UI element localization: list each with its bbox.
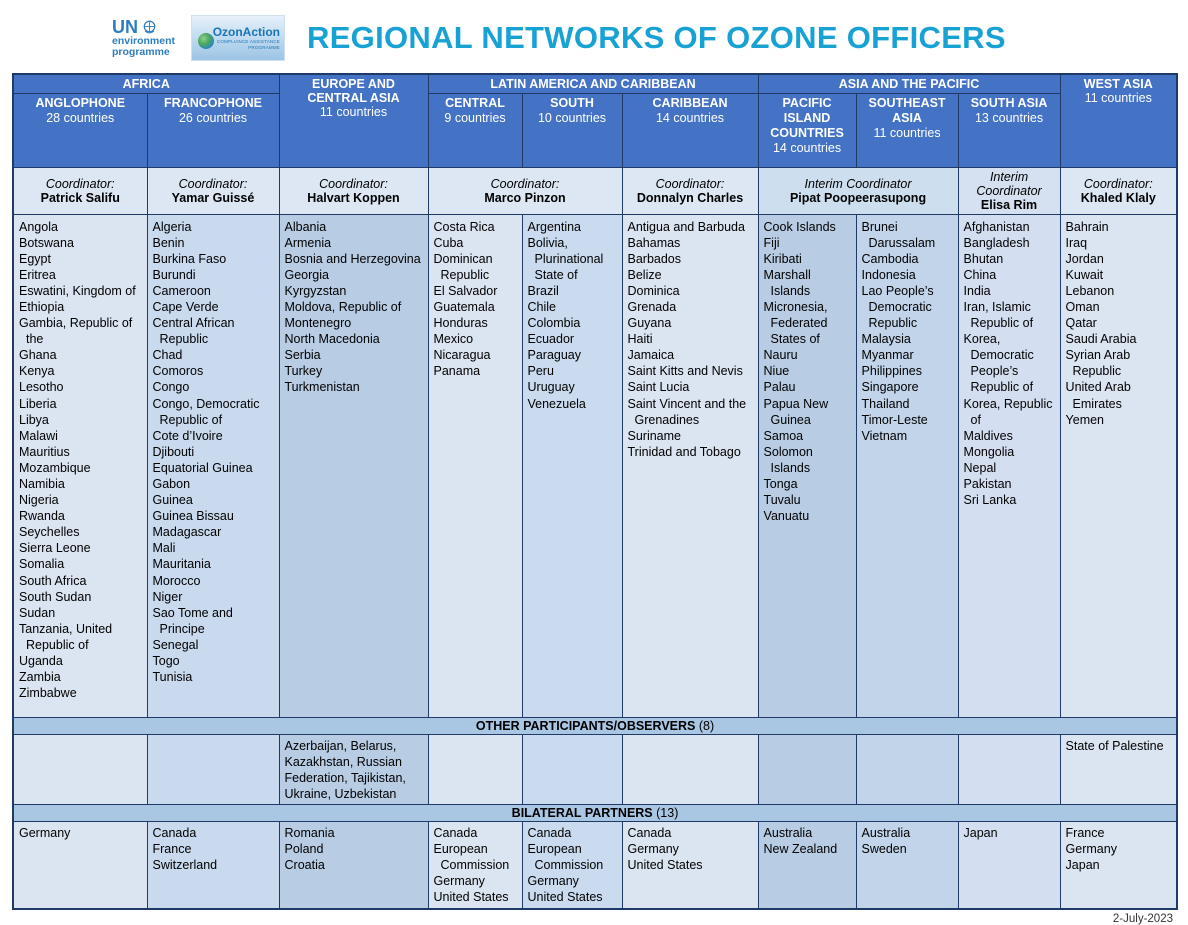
list-item: El Salvador (433, 283, 498, 298)
list-item: Singapore (861, 380, 919, 395)
list-item: Bhutan (963, 251, 1004, 266)
list-item: Germany (627, 841, 679, 856)
list-item: Australia (763, 825, 813, 840)
list-item: Venezuela (527, 396, 586, 411)
list-item: Haiti (627, 332, 653, 347)
list-item: Serbia (284, 348, 321, 363)
list-item: Namibia (19, 477, 65, 491)
list-item: Bosnia and Herzegovina (284, 251, 421, 266)
list-item: Bahamas (627, 235, 681, 250)
observers-south-asia (958, 734, 1060, 804)
list-item: Japan (963, 825, 998, 840)
observers-band-count: (8) (698, 718, 715, 733)
list-item: Australia (861, 825, 911, 840)
list-item: Ghana (19, 348, 57, 363)
list-item: Saudi Arabia (1065, 332, 1137, 347)
page-title: REGIONAL NETWORKS OF OZONE OFFICERS (307, 20, 1006, 55)
network-header-row (13, 93, 1177, 167)
list-item: United States (627, 857, 703, 872)
list-item: Brazil (527, 283, 559, 298)
list-item: Canada (627, 825, 672, 840)
list-item: Indonesia (861, 267, 916, 282)
region-europe-central-asia (279, 74, 428, 167)
list-item: Saint Vincent and the Grenadines (627, 396, 747, 427)
region-eca-label: EUROPE AND CENTRAL ASIA (307, 77, 400, 105)
observers-francophone (147, 734, 279, 804)
list-item: Germany (527, 874, 579, 889)
network-caribbean: CARIBBEAN 14 countries (622, 93, 758, 167)
list-item: Dominica (627, 283, 680, 298)
list-item: Morocco (152, 573, 201, 588)
list-item: Costa Rica (433, 219, 495, 234)
list-item: Turkey (284, 364, 323, 379)
list-item: Qatar (1065, 316, 1097, 331)
countries-south (522, 214, 622, 717)
region-header-row (13, 74, 1177, 93)
list-item: Cameroon (152, 283, 211, 298)
list-item: Djibouti (152, 444, 195, 459)
list-item: Georgia (284, 267, 329, 282)
list-item: Thailand (861, 396, 910, 411)
list-item: Chad (152, 348, 183, 363)
list-item: Maldives (963, 428, 1013, 443)
list-item: Kuwait (1065, 267, 1104, 282)
list-item: Eswatini, Kingdom of (19, 283, 136, 298)
list-item: Brunei Darussalam (861, 219, 936, 250)
list-item: European Commission (433, 841, 510, 872)
list-item: France (152, 841, 192, 856)
list-item: Suriname (627, 428, 681, 443)
list-item: Marshall Islands (763, 267, 811, 298)
list-item: Guatemala (433, 299, 495, 314)
list-item: Tunisia (152, 670, 193, 685)
list-item: Turkmenistan (284, 380, 360, 395)
list-item: Papua New Guinea (763, 396, 829, 427)
list-item: Tonga (763, 477, 798, 491)
list-item: Antigua and Barbuda (627, 219, 745, 234)
list-item: Congo (152, 380, 190, 395)
list-item: Jamaica (627, 348, 675, 363)
list-item: Nicaragua (433, 348, 491, 363)
coordinator-eca: Coordinator: Halvart Koppen (279, 167, 428, 214)
ozonaction-globe-icon (198, 33, 214, 49)
list-item: Palau (763, 380, 796, 395)
list-item: Kenya (19, 364, 55, 379)
list-item: Lebanon (1065, 283, 1115, 298)
list-item: Cambodia (861, 251, 919, 266)
list-item: Malawi (19, 428, 58, 443)
list-item: Angola (19, 219, 58, 234)
list-item: Comoros (152, 364, 204, 379)
list-item: Eritrea (19, 267, 56, 282)
list-item: Egypt (19, 251, 51, 266)
list-item: Zambia (19, 670, 61, 685)
list-item: Uruguay (527, 380, 575, 395)
list-item: Liberia (19, 396, 57, 411)
list-item: Ecuador (527, 332, 575, 347)
list-item: Algeria (152, 219, 192, 234)
observers-band-cell (13, 717, 1177, 734)
list-item: South Africa (19, 573, 87, 588)
list-item: Honduras (433, 316, 488, 331)
list-item: Timor-Leste (861, 412, 928, 427)
list-item: Gambia, Republic of the (19, 316, 133, 347)
observers-caribbean (622, 734, 758, 804)
list-item: Sweden (861, 841, 907, 856)
observers-eca: Azerbaijan, Belarus, Kazakhstan, Russian Federation, Tajikistan, Ukraine, Uzbekistan (279, 734, 428, 804)
list-item: Germany (19, 825, 71, 840)
list-item: Korea, Democratic People’s Republic of (963, 332, 1034, 395)
bilateral-band-count: (13) (656, 805, 679, 820)
list-item: Rwanda (19, 509, 65, 524)
list-item: Bahrain (1065, 219, 1109, 234)
un-logo-line3: programme (112, 46, 170, 59)
list-item: Botswana (19, 235, 74, 250)
network-pacific-island-countries: PACIFIC ISLAND COUNTRIES 14 countries (758, 93, 856, 167)
coordinator-pacific-southeast: Interim Coordinator Pipat Poopeerasupong (758, 167, 958, 214)
list-item: Montenegro (284, 316, 352, 331)
list-item: Guinea Bissau (152, 509, 234, 524)
list-item: Tuvalu (763, 493, 801, 508)
list-item: Lao People’s Democratic Republic (861, 283, 934, 331)
list-item: Libya (19, 412, 49, 427)
list-item: Niue (763, 364, 790, 379)
ozonaction-logo (191, 15, 285, 61)
list-item: Niger (152, 589, 183, 604)
list-item: Sierra Leone (19, 541, 91, 556)
bilateral-row (13, 821, 1177, 909)
bilateral-south-asia (958, 821, 1060, 909)
list-item: Sao Tome and Principe (152, 605, 233, 636)
list-item: Croatia (284, 857, 325, 872)
list-item: Sudan (19, 605, 56, 620)
bilateral-south (522, 821, 622, 909)
list-item: Albania (284, 219, 327, 234)
un-emblem-icon (142, 19, 157, 34)
list-item: Korea, Republic of (963, 396, 1053, 427)
observers-pacific (758, 734, 856, 804)
un-logo-line2: environment (112, 35, 176, 48)
list-item: Solomon Islands (763, 444, 813, 475)
region-west-asia (1060, 74, 1177, 167)
bilateral-band (13, 804, 1177, 821)
observers-band-label: OTHER PARTICIPANTS/OBSERVERS (475, 718, 696, 733)
list-item: Pakistan (963, 477, 1012, 491)
bilateral-anglophone (13, 821, 147, 909)
list-item: Senegal (152, 637, 199, 652)
coordinator-row (13, 167, 1177, 214)
list-item: Malaysia (861, 332, 911, 347)
list-item: Nepal (963, 460, 997, 475)
list-item: Benin (152, 235, 185, 250)
countries-eca (279, 214, 428, 717)
list-item: Saint Lucia (627, 380, 690, 395)
un-environment-logo (112, 18, 175, 59)
countries-row (13, 214, 1177, 717)
coordinator-francophone: Coordinator: Yamar Guissé (147, 167, 279, 214)
countries-west-asia (1060, 214, 1177, 717)
list-item: Tanzania, United Republic of (19, 621, 113, 652)
list-item: Panama (433, 364, 481, 379)
countries-southeast-asia (856, 214, 958, 717)
network-anglophone: ANGLOPHONE 28 countries (13, 93, 147, 167)
ozonaction-logo-name: OzonAction (212, 25, 281, 40)
list-item: Iraq (1065, 235, 1088, 250)
bilateral-band-label: BILATERAL PARTNERS (511, 805, 653, 820)
list-item: Germany (1065, 841, 1117, 856)
observers-central (428, 734, 522, 804)
list-item: Fiji (763, 235, 780, 250)
list-item: Burkina Faso (152, 251, 227, 266)
coordinator-west-asia: Coordinator: Khaled Klaly (1060, 167, 1177, 214)
list-item: United States (527, 890, 603, 905)
list-item: Seychelles (19, 525, 80, 540)
bilateral-band-cell (13, 804, 1177, 821)
region-asia-pacific: ASIA AND THE PACIFIC (758, 74, 1060, 93)
list-item: Cape Verde (152, 299, 219, 314)
list-item: Belize (627, 267, 662, 282)
coordinator-caribbean: Coordinator: Donnalyn Charles (622, 167, 758, 214)
list-item: Congo, Democratic Republic of (152, 396, 260, 427)
list-item: Canada (433, 825, 478, 840)
observers-west-asia: State of Palestine (1060, 734, 1177, 804)
list-item: Moldova, Republic of (284, 299, 402, 314)
list-item: Mozambique (19, 460, 91, 475)
page-header (0, 0, 1188, 66)
list-item: Guyana (627, 316, 672, 331)
network-central: CENTRAL 9 countries (428, 93, 522, 167)
list-item: Myanmar (861, 348, 914, 363)
countries-francophone (147, 214, 279, 717)
list-item: Jordan (1065, 251, 1104, 266)
list-item: Equatorial Guinea (152, 460, 253, 475)
list-item: Argentina (527, 219, 582, 234)
bilateral-southeast-asia (856, 821, 958, 909)
list-item: Lesotho (19, 380, 64, 395)
bilateral-pacific (758, 821, 856, 909)
list-item: Togo (152, 654, 180, 669)
list-item: Japan (1065, 857, 1100, 872)
list-item: Cote d’Ivoire (152, 428, 223, 443)
list-item: Kyrgyzstan (284, 283, 347, 298)
list-item: Central African Republic (152, 316, 235, 347)
bilateral-francophone (147, 821, 279, 909)
regional-networks-table (12, 73, 1178, 910)
list-item: Vanuatu (763, 509, 810, 524)
list-item: Colombia (527, 316, 581, 331)
list-item: Uganda (19, 654, 63, 669)
list-item: North Macedonia (284, 332, 380, 347)
list-item: Trinidad and Tobago (627, 444, 741, 459)
observers-anglophone (13, 734, 147, 804)
bilateral-caribbean (622, 821, 758, 909)
region-africa: AFRICA (13, 74, 279, 93)
observers-band (13, 717, 1177, 734)
list-item: Mongolia (963, 444, 1015, 459)
list-item: Syrian Arab Republic (1065, 348, 1131, 379)
list-item: Cook Islands (763, 219, 836, 234)
countries-anglophone (13, 214, 147, 717)
list-item: European Commission (527, 841, 604, 872)
list-item: Zimbabwe (19, 686, 77, 701)
list-item: United Arab Emirates (1065, 380, 1131, 411)
list-item: Afghanistan (963, 219, 1030, 234)
observers-row (13, 734, 1177, 804)
network-south-asia: SOUTH ASIA 13 countries (958, 93, 1060, 167)
list-item: Chile (527, 299, 556, 314)
list-item: Somalia (19, 557, 65, 572)
list-item: Philippines (861, 364, 922, 379)
list-item: Sri Lanka (963, 493, 1017, 508)
list-item: Iran, Islamic Republic of (963, 299, 1034, 331)
list-item: India (963, 283, 991, 298)
observers-south (522, 734, 622, 804)
list-item: France (1065, 825, 1105, 840)
coordinator-central-south: Coordinator: Marco Pinzon (428, 167, 622, 214)
list-item: Micronesia, Federated States of (763, 299, 828, 347)
list-item: Dominican Republic (433, 251, 493, 282)
region-eca-count: 11 countries (319, 105, 388, 119)
list-item: Kiribati (763, 251, 802, 266)
list-item: China (963, 267, 997, 282)
list-item: Peru (527, 364, 554, 379)
countries-caribbean (622, 214, 758, 717)
list-item: Mali (152, 541, 176, 556)
document-date: 2-July-2023 (1112, 912, 1173, 925)
list-item: Oman (1065, 299, 1100, 314)
list-item: Madagascar (152, 525, 222, 540)
ozonaction-logo-subtitle: COMPLIANCE ASSISTANCE PROGRAMME (216, 39, 281, 50)
countries-pacific (758, 214, 856, 717)
list-item: Canada (152, 825, 197, 840)
list-item: Mauritania (152, 557, 211, 572)
region-west-asia-count: 11 countries (1084, 91, 1152, 105)
list-item: Yemen (1065, 412, 1105, 427)
bilateral-central (428, 821, 522, 909)
list-item: Grenada (627, 299, 677, 314)
un-logo-acronym: UN (112, 16, 138, 37)
list-item: Canada (527, 825, 572, 840)
list-item: Armenia (284, 235, 332, 250)
list-item: Germany (433, 874, 485, 889)
network-south: SOUTH 10 countries (522, 93, 622, 167)
list-item: Barbados (627, 251, 682, 266)
network-francophone: FRANCOPHONE 26 countries (147, 93, 279, 167)
region-west-asia-label: WEST ASIA (1083, 77, 1153, 91)
countries-south-asia (958, 214, 1060, 717)
list-item: Bangladesh (963, 235, 1030, 250)
list-item: Mexico (433, 332, 474, 347)
region-latin-america-caribbean: LATIN AMERICA AND CARIBBEAN (428, 74, 758, 93)
observers-southeast-asia (856, 734, 958, 804)
network-southeast-asia: SOUTHEAST ASIA 11 countries (856, 93, 958, 167)
list-item: Nigeria (19, 493, 59, 508)
list-item: Gabon (152, 477, 191, 491)
list-item: Saint Kitts and Nevis (627, 364, 743, 379)
list-item: Ethiopia (19, 299, 65, 314)
list-item: New Zealand (763, 841, 838, 856)
list-item: Bolivia, Plurinational State of (527, 235, 604, 282)
list-item: Samoa (763, 428, 804, 443)
coordinator-south-asia: Interim Coordinator Elisa Rim (958, 167, 1060, 214)
list-item: Guinea (152, 493, 193, 508)
list-item: Vietnam (861, 428, 908, 443)
bilateral-eca (279, 821, 428, 909)
list-item: Burundi (152, 267, 196, 282)
coordinator-anglophone: Coordinator: Patrick Salifu (13, 167, 147, 214)
bilateral-west-asia (1060, 821, 1177, 909)
list-item: Cuba (433, 235, 464, 250)
list-item: United States (433, 890, 509, 905)
list-item: Nauru (763, 348, 798, 363)
list-item: Romania (284, 825, 335, 840)
countries-central (428, 214, 522, 717)
list-item: Mauritius (19, 444, 70, 459)
list-item: South Sudan (19, 589, 92, 604)
list-item: Poland (284, 841, 324, 856)
list-item: Paraguay (527, 348, 582, 363)
list-item: Switzerland (152, 857, 218, 872)
